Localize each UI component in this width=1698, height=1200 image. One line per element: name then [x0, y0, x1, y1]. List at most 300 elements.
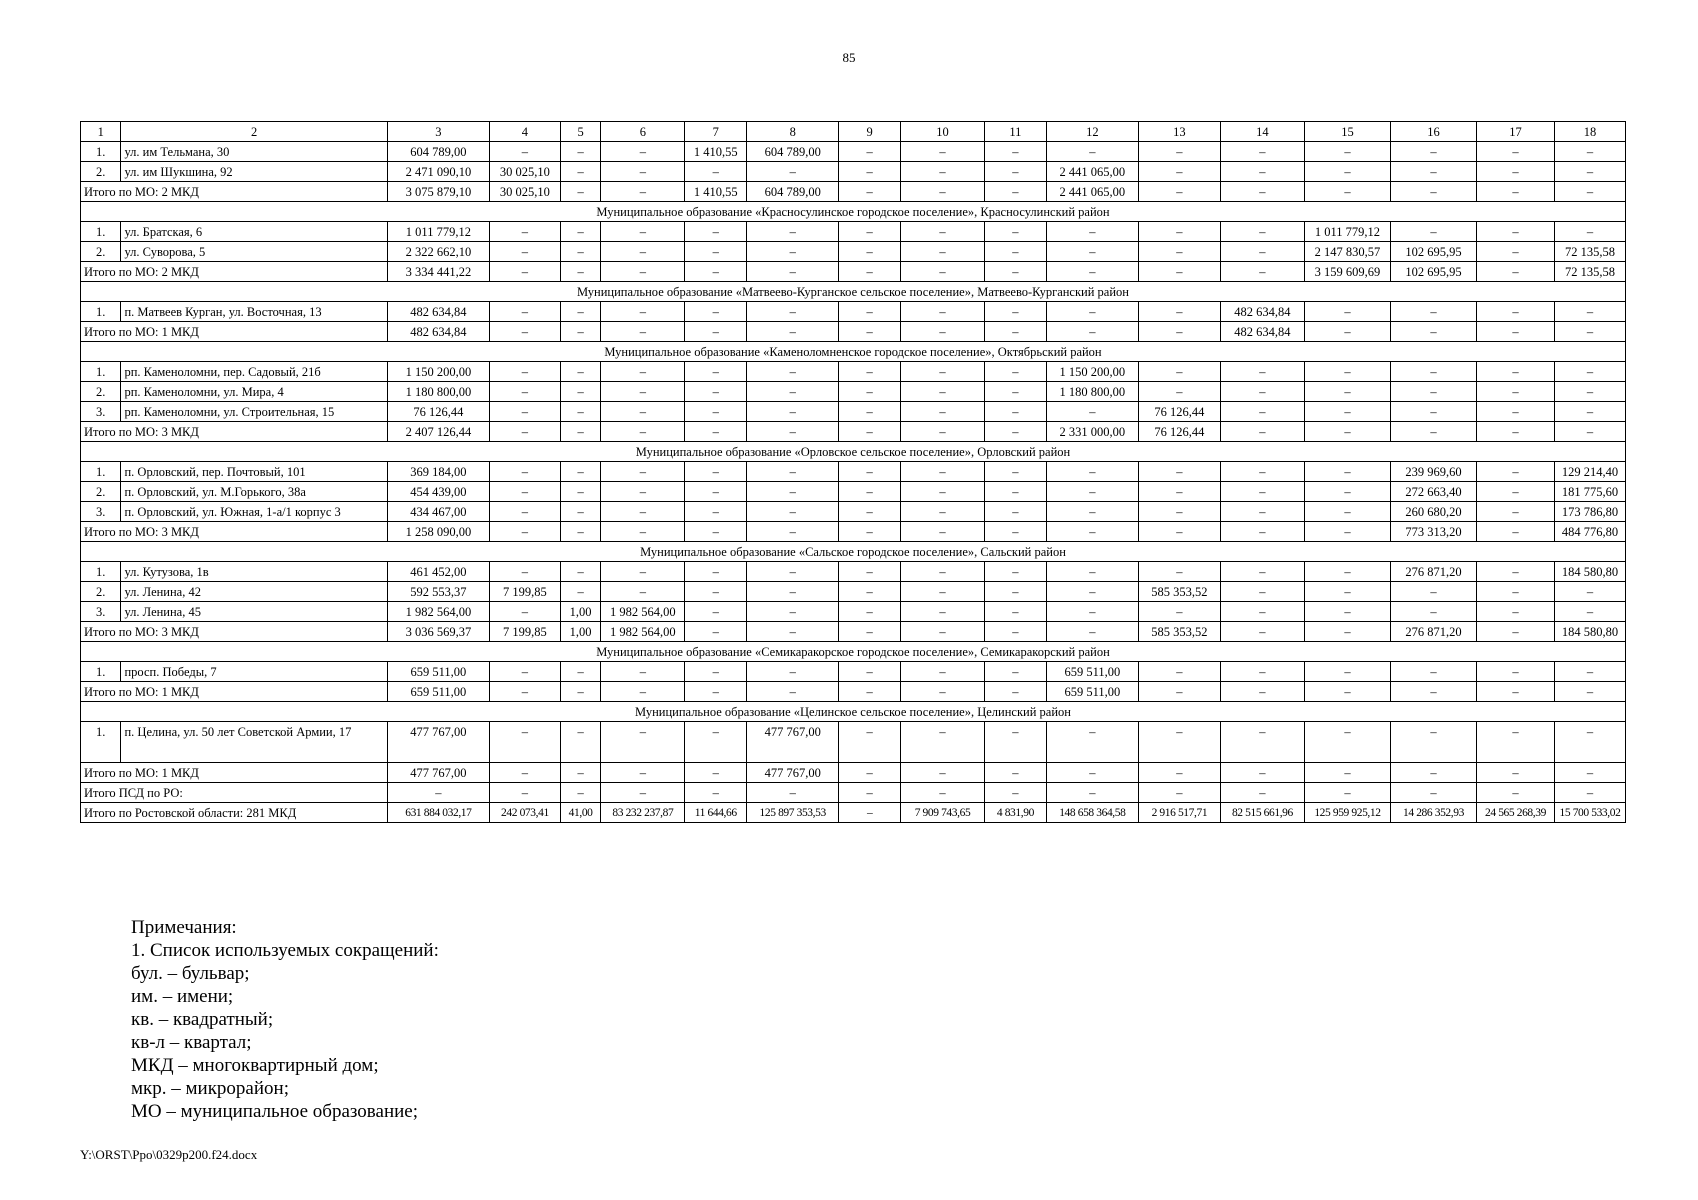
value-cell: –	[1304, 622, 1390, 642]
value-cell: –	[1304, 162, 1390, 182]
value-cell: –	[839, 222, 901, 242]
value-cell: –	[1220, 582, 1304, 602]
value-cell: 2 407 126,44	[387, 422, 489, 442]
value-cell: –	[985, 162, 1047, 182]
value-cell: –	[601, 763, 685, 783]
value-cell: –	[1046, 602, 1138, 622]
value-cell: 1 982 564,00	[601, 622, 685, 642]
value-cell: 76 126,44	[387, 402, 489, 422]
value-cell: –	[1554, 222, 1625, 242]
value-cell: –	[560, 783, 600, 803]
value-cell: –	[901, 382, 985, 402]
value-cell: 15 700 533,02	[1554, 803, 1625, 823]
value-cell: –	[1220, 362, 1304, 382]
value-cell: 1 410,55	[685, 182, 747, 202]
value-cell: –	[1138, 222, 1220, 242]
table-row	[81, 362, 1626, 382]
value-cell: –	[685, 682, 747, 702]
value-cell: 659 511,00	[1046, 682, 1138, 702]
value-cell: 477 767,00	[747, 722, 839, 763]
value-cell: –	[490, 462, 561, 482]
value-cell: 125 959 925,12	[1304, 803, 1390, 823]
value-cell: –	[1554, 682, 1625, 702]
value-cell: –	[560, 502, 600, 522]
row-number: 1.	[81, 562, 121, 582]
value-cell: 272 663,40	[1390, 482, 1476, 502]
psd-total-label: Итого ПСД по РО:	[81, 783, 388, 803]
value-cell: –	[1304, 522, 1390, 542]
value-cell: –	[1220, 402, 1304, 422]
value-cell: –	[1046, 783, 1138, 803]
value-cell: –	[901, 602, 985, 622]
grand-total-label: Итого по Ростовской области: 281 МКД	[81, 803, 388, 823]
value-cell: –	[1477, 182, 1555, 202]
value-cell: –	[1046, 222, 1138, 242]
value-cell: –	[985, 622, 1047, 642]
value-cell: –	[1046, 482, 1138, 502]
value-cell: 3 159 609,69	[1304, 262, 1390, 282]
value-cell: –	[685, 362, 747, 382]
value-cell: –	[560, 662, 600, 682]
value-cell: 242 073,41	[490, 803, 561, 823]
value-cell: –	[839, 422, 901, 442]
value-cell: –	[1477, 362, 1555, 382]
value-cell: –	[490, 142, 561, 162]
value-cell: –	[1554, 662, 1625, 682]
abbreviation-item: МО – муниципальное образование;	[131, 1101, 419, 1122]
value-cell: –	[490, 362, 561, 382]
value-cell: –	[985, 262, 1047, 282]
address-cell: ул. им Шукшина, 92	[121, 162, 387, 182]
value-cell: –	[839, 242, 901, 262]
value-cell: –	[1390, 763, 1476, 783]
value-cell: –	[839, 382, 901, 402]
value-cell: –	[685, 462, 747, 482]
value-cell: 1 150 200,00	[387, 362, 489, 382]
value-cell: –	[601, 682, 685, 702]
value-cell: –	[560, 222, 600, 242]
value-cell: 482 634,84	[1220, 302, 1304, 322]
address-cell: ул. Братская, 6	[121, 222, 387, 242]
page-number: 85	[842, 50, 856, 65]
value-cell: –	[601, 502, 685, 522]
abbreviation-item: бул. – бульвар;	[131, 963, 250, 984]
value-cell: –	[1477, 662, 1555, 682]
value-cell: –	[685, 162, 747, 182]
value-cell: 173 786,80	[1554, 502, 1625, 522]
value-cell: 1,00	[560, 602, 600, 622]
value-cell: –	[901, 362, 985, 382]
column-number: 9	[839, 122, 901, 142]
value-cell: –	[601, 783, 685, 803]
value-cell: –	[490, 382, 561, 402]
value-cell: –	[1554, 602, 1625, 622]
value-cell: –	[1138, 763, 1220, 783]
row-number: 2.	[81, 242, 121, 262]
value-cell: –	[1477, 422, 1555, 442]
value-cell: –	[685, 582, 747, 602]
value-cell: –	[490, 262, 561, 282]
value-cell: –	[901, 622, 985, 642]
row-number: 1.	[81, 142, 121, 162]
value-cell: –	[1220, 682, 1304, 702]
table-row	[81, 482, 1626, 502]
value-cell: 604 789,00	[747, 142, 839, 162]
value-cell: 1 180 800,00	[1046, 382, 1138, 402]
value-cell: –	[1390, 402, 1476, 422]
value-cell: –	[1304, 362, 1390, 382]
value-cell: 7 199,85	[490, 622, 561, 642]
value-cell: –	[985, 382, 1047, 402]
value-cell: –	[560, 302, 600, 322]
value-cell: –	[747, 402, 839, 422]
value-cell: –	[1304, 462, 1390, 482]
value-cell: –	[1477, 162, 1555, 182]
value-cell: –	[901, 682, 985, 702]
value-cell: –	[1138, 602, 1220, 622]
column-number: 2	[121, 122, 387, 142]
value-cell: –	[985, 783, 1047, 803]
value-cell: –	[1046, 302, 1138, 322]
value-cell: –	[1220, 462, 1304, 482]
value-cell: –	[1477, 322, 1555, 342]
value-cell: –	[1220, 142, 1304, 162]
value-cell: –	[1220, 522, 1304, 542]
value-cell: –	[560, 682, 600, 702]
value-cell: 773 313,20	[1390, 522, 1476, 542]
value-cell: 585 353,52	[1138, 582, 1220, 602]
value-cell: –	[901, 783, 985, 803]
value-cell: –	[1477, 682, 1555, 702]
value-cell: –	[747, 622, 839, 642]
value-cell: –	[601, 222, 685, 242]
value-cell: 2 441 065,00	[1046, 162, 1138, 182]
value-cell: 7 909 743,65	[901, 803, 985, 823]
value-cell: –	[1046, 462, 1138, 482]
value-cell: –	[839, 682, 901, 702]
value-cell: –	[1138, 482, 1220, 502]
column-number: 5	[560, 122, 600, 142]
value-cell: –	[1138, 783, 1220, 803]
value-cell: 592 553,37	[387, 582, 489, 602]
value-cell: 659 511,00	[387, 662, 489, 682]
row-number: 1.	[81, 662, 121, 682]
value-cell: –	[985, 182, 1047, 202]
section-header-row	[81, 202, 1626, 222]
value-cell: –	[1220, 222, 1304, 242]
value-cell: –	[685, 722, 747, 763]
value-cell: 239 969,60	[1390, 462, 1476, 482]
value-cell: –	[839, 602, 901, 622]
value-cell: –	[901, 422, 985, 442]
value-cell: –	[901, 402, 985, 422]
value-cell: –	[1390, 222, 1476, 242]
value-cell: –	[601, 162, 685, 182]
value-cell: –	[1477, 562, 1555, 582]
value-cell: –	[985, 242, 1047, 262]
value-cell: –	[1390, 142, 1476, 162]
value-cell: –	[839, 182, 901, 202]
value-cell: –	[1220, 262, 1304, 282]
row-number: 1.	[81, 362, 121, 382]
value-cell: –	[1554, 402, 1625, 422]
value-cell: –	[1304, 662, 1390, 682]
row-number: 3.	[81, 402, 121, 422]
value-cell: 14 286 352,93	[1390, 803, 1476, 823]
subtotal-label: Итого по МО: 3 МКД	[81, 622, 388, 642]
abbreviation-item: им. – имени;	[131, 986, 234, 1007]
value-cell: –	[839, 402, 901, 422]
value-cell: 30 025,10	[490, 162, 561, 182]
value-cell: –	[601, 522, 685, 542]
abbreviation-item: мкр. – микрорайон;	[131, 1078, 289, 1099]
value-cell: –	[1477, 522, 1555, 542]
value-cell: –	[839, 482, 901, 502]
value-cell: 631 884 032,17	[387, 803, 489, 823]
column-number: 17	[1477, 122, 1555, 142]
value-cell: –	[747, 242, 839, 262]
value-cell: –	[685, 242, 747, 262]
value-cell: –	[985, 562, 1047, 582]
value-cell: 659 511,00	[387, 682, 489, 702]
value-cell: 369 184,00	[387, 462, 489, 482]
value-cell: –	[901, 182, 985, 202]
subtotal-label: Итого по МО: 2 МКД	[81, 262, 388, 282]
row-number: 1.	[81, 462, 121, 482]
value-cell: –	[839, 522, 901, 542]
value-cell: –	[560, 162, 600, 182]
value-cell: 2 331 000,00	[1046, 422, 1138, 442]
column-number: 10	[901, 122, 985, 142]
subtotal-row	[81, 622, 1626, 642]
value-cell: –	[901, 722, 985, 763]
row-number: 3.	[81, 602, 121, 622]
value-cell: 482 634,84	[387, 302, 489, 322]
value-cell: –	[1220, 562, 1304, 582]
value-cell: –	[839, 662, 901, 682]
subtotal-row	[81, 322, 1626, 342]
value-cell: –	[985, 302, 1047, 322]
row-number: 2.	[81, 482, 121, 502]
table-row	[81, 402, 1626, 422]
value-cell: 3 334 441,22	[387, 262, 489, 282]
value-cell: –	[1046, 242, 1138, 262]
column-number: 16	[1390, 122, 1476, 142]
value-cell: –	[560, 322, 600, 342]
value-cell: –	[985, 602, 1047, 622]
value-cell: –	[1138, 162, 1220, 182]
value-cell: –	[747, 682, 839, 702]
address-cell: просп. Победы, 7	[121, 662, 387, 682]
value-cell: –	[839, 502, 901, 522]
abbreviation-item: кв. – квадратный;	[131, 1009, 274, 1030]
value-cell: –	[1304, 783, 1390, 803]
value-cell: –	[1304, 502, 1390, 522]
value-cell: 2 471 090,10	[387, 162, 489, 182]
value-cell: –	[601, 382, 685, 402]
value-cell: –	[1046, 722, 1138, 763]
value-cell: 3 075 879,10	[387, 182, 489, 202]
value-cell: –	[985, 582, 1047, 602]
subtotal-row	[81, 422, 1626, 442]
table-body	[81, 122, 1626, 823]
value-cell: –	[1138, 322, 1220, 342]
value-cell: –	[1554, 722, 1625, 763]
subtotal-label: Итого по МО: 2 МКД	[81, 182, 388, 202]
value-cell: 7 199,85	[490, 582, 561, 602]
value-cell: –	[839, 562, 901, 582]
value-cell: –	[901, 302, 985, 322]
address-cell: ул. им Тельмана, 30	[121, 142, 387, 162]
value-cell: –	[601, 322, 685, 342]
subtotal-row	[81, 682, 1626, 702]
value-cell: 477 767,00	[387, 722, 489, 763]
row-number: 1.	[81, 722, 121, 763]
value-cell: –	[747, 322, 839, 342]
subtotal-row	[81, 522, 1626, 542]
value-cell: –	[1304, 722, 1390, 763]
value-cell: –	[1477, 622, 1555, 642]
value-cell: 276 871,20	[1390, 622, 1476, 642]
value-cell: 482 634,84	[387, 322, 489, 342]
value-cell: 102 695,95	[1390, 242, 1476, 262]
value-cell: –	[1390, 382, 1476, 402]
value-cell: –	[1390, 182, 1476, 202]
value-cell: –	[901, 162, 985, 182]
value-cell: –	[1138, 522, 1220, 542]
address-cell: рп. Каменоломни, ул. Мира, 4	[121, 382, 387, 402]
value-cell: 1 410,55	[685, 142, 747, 162]
value-cell: –	[985, 402, 1047, 422]
value-cell: –	[985, 722, 1047, 763]
value-cell: –	[1046, 322, 1138, 342]
value-cell: –	[1477, 462, 1555, 482]
row-number: 2.	[81, 582, 121, 602]
row-number: 1.	[81, 222, 121, 242]
value-cell: –	[1390, 362, 1476, 382]
value-cell: –	[985, 422, 1047, 442]
value-cell: 184 580,80	[1554, 622, 1625, 642]
value-cell: –	[560, 362, 600, 382]
value-cell: –	[985, 502, 1047, 522]
column-number: 14	[1220, 122, 1304, 142]
value-cell: –	[1477, 262, 1555, 282]
value-cell: –	[901, 662, 985, 682]
value-cell: –	[1554, 783, 1625, 803]
value-cell: –	[747, 422, 839, 442]
table-row	[81, 382, 1626, 402]
value-cell: –	[1554, 182, 1625, 202]
value-cell: –	[685, 382, 747, 402]
subtotal-row	[81, 262, 1626, 282]
value-cell: 604 789,00	[747, 182, 839, 202]
value-cell: –	[490, 562, 561, 582]
column-number: 3	[387, 122, 489, 142]
subtotal-row	[81, 763, 1626, 783]
value-cell: –	[1138, 462, 1220, 482]
subtotal-row	[81, 182, 1626, 202]
value-cell: –	[1304, 602, 1390, 622]
table-row	[81, 722, 1626, 763]
row-number: 2.	[81, 382, 121, 402]
value-cell: –	[1046, 562, 1138, 582]
value-cell: –	[601, 402, 685, 422]
value-cell: 434 467,00	[387, 502, 489, 522]
value-cell: –	[839, 462, 901, 482]
notes-title: Примечания:	[131, 917, 237, 938]
section-title: Муниципальное образование «Целинское сельское поселение», Целинский район	[81, 702, 1626, 722]
value-cell: –	[1554, 362, 1625, 382]
value-cell: –	[1220, 602, 1304, 622]
value-cell: –	[901, 582, 985, 602]
subtotal-label: Итого по МО: 1 МКД	[81, 322, 388, 342]
value-cell: –	[1554, 382, 1625, 402]
value-cell: –	[839, 763, 901, 783]
value-cell: –	[601, 362, 685, 382]
value-cell: –	[560, 182, 600, 202]
value-cell: –	[601, 262, 685, 282]
value-cell: –	[490, 763, 561, 783]
value-cell: –	[685, 222, 747, 242]
value-cell: –	[560, 763, 600, 783]
column-number: 8	[747, 122, 839, 142]
value-cell: –	[1220, 242, 1304, 262]
address-cell: п. Орловский, ул. Южная, 1-а/1 корпус 3	[121, 502, 387, 522]
value-cell: –	[901, 763, 985, 783]
value-cell: –	[1304, 482, 1390, 502]
value-cell: 3 036 569,37	[387, 622, 489, 642]
value-cell: –	[839, 362, 901, 382]
value-cell: 181 775,60	[1554, 482, 1625, 502]
value-cell: –	[685, 602, 747, 622]
value-cell: 76 126,44	[1138, 402, 1220, 422]
value-cell: –	[839, 783, 901, 803]
value-cell: 276 871,20	[1390, 562, 1476, 582]
value-cell: –	[490, 682, 561, 702]
column-number-row	[81, 122, 1626, 142]
value-cell: –	[685, 522, 747, 542]
address-cell: п. Целина, ул. 50 лет Советской Армии, 17	[121, 722, 387, 763]
value-cell: –	[839, 803, 901, 823]
value-cell: –	[1138, 362, 1220, 382]
value-cell: –	[685, 302, 747, 322]
value-cell: –	[1304, 763, 1390, 783]
column-number: 1	[81, 122, 121, 142]
value-cell: –	[1390, 783, 1476, 803]
value-cell: 1 982 564,00	[601, 602, 685, 622]
value-cell: –	[1304, 302, 1390, 322]
value-cell: –	[1390, 722, 1476, 763]
table-row	[81, 162, 1626, 182]
section-title: Муниципальное образование «Каменоломненское городское поселение», Октябрьский район	[81, 342, 1626, 362]
value-cell: –	[1390, 162, 1476, 182]
grand-total-row	[81, 803, 1626, 823]
table-row	[81, 242, 1626, 262]
column-number: 15	[1304, 122, 1390, 142]
value-cell: –	[490, 722, 561, 763]
section-header-row	[81, 702, 1626, 722]
value-cell: 2 916 517,71	[1138, 803, 1220, 823]
value-cell: –	[601, 142, 685, 162]
value-cell: –	[985, 322, 1047, 342]
value-cell: –	[839, 722, 901, 763]
subtotal-label: Итого по МО: 3 МКД	[81, 422, 388, 442]
file-path: Y:\ORST\Ppo\0329p200.f24.docx	[80, 1147, 258, 1162]
section-title: Муниципальное образование «Красносулинское городское поселение», Красносулинский район	[81, 202, 1626, 222]
psd-total-row	[81, 783, 1626, 803]
value-cell: –	[901, 462, 985, 482]
value-cell: –	[685, 482, 747, 502]
